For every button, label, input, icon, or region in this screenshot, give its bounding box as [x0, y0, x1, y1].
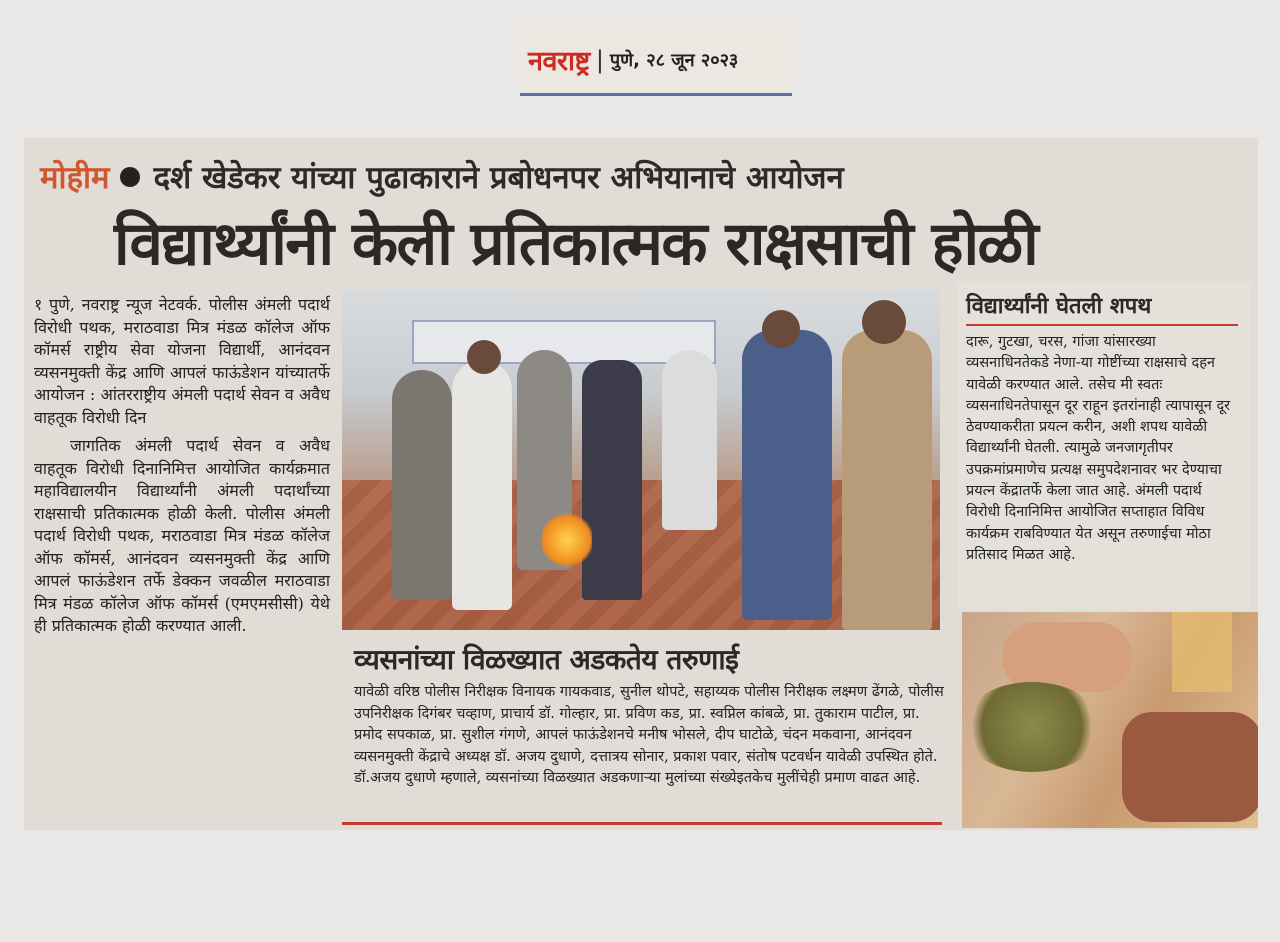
- photo-person: [392, 370, 452, 600]
- bullet-dot-icon: [120, 167, 140, 187]
- left-column: [34, 294, 330, 644]
- drugs-photo: [962, 612, 1258, 828]
- section-subhead: व्यसनांच्या विळख्यात अडकतेय तरुणाई: [354, 643, 739, 676]
- masthead-separator: |: [595, 45, 604, 74]
- photo-head: [467, 340, 501, 374]
- body-paragraph: जागतिक अंमली पदार्थ सेवन व अवैध वाहतूक विरोधी दिनानिमित्त आयोजित कार्यक्रमात महाविद्यालयीन विद्यार्थ्यांनी अंमली पदार्थांच्या राक्षसाची प्रतिकात्मक होळी केली. पोलीस अंमली पदार्थ विरोधी पथक, मराठवाडा मित्र मंडळ कॉलेज ऑफ कॉमर्स, आनंदवन व्यसनमुक्ती केंद्र आणि आपलं फाऊंडेशन तर्फे डेक्कन जवळील मराठवाडा मित्र मंडळ कॉलेज ऑफ कॉमर्स (एमएमसीसी) येथे ही प्रतिकात्मक होळी करण्यात आली.: [34, 436, 330, 635]
- photo-bottle: [1172, 612, 1232, 692]
- police-officer: [842, 330, 932, 630]
- photo-head: [862, 300, 906, 344]
- middle-column: [354, 682, 952, 790]
- kicker-tag: मोहीम: [40, 160, 110, 196]
- sidebar-box: [958, 282, 1250, 610]
- divider-rule: [342, 822, 942, 825]
- edition-date: पुणे, २८ जून २०२३: [609, 49, 739, 71]
- kicker-line: [40, 156, 844, 198]
- fire-icon: [542, 510, 592, 570]
- dateline-paragraph: १ पुणे, नवराष्ट्र न्यूज नेटवर्क. पोलीस अंमली पदार्थ विरोधी पथक, मराठवाडा मित्र मंडळ कॉलेज ऑफ कॉमर्स राष्ट्रीय सेवा योजना विद्यार्थी, आनंदवन व्यसनमुक्ती केंद्र आणि आपलं फाऊंडेशन यांच्यातर्फे आयोजन : आंतरराष्ट्रीय अंमली पदार्थ सेवन व अवैध वाहतूक विरोधी दिन: [34, 295, 330, 427]
- middle-paragraph: यावेळी वरिष्ठ पोलीस निरीक्षक विनायक गायकवाड, सुनील थोपटे, सहाय्यक पोलीस निरीक्षक लक्ष्मण ढेंगळे, पोलीस उपनिरीक्षक दिगंबर चव्हाण, प्राचार्य डॉ. गोल्हार, प्रा. प्रविण कड, प्रा. स्वप्निल कांबळे, प्रा. तुकाराम पाटील, प्रा. प्रमोद सपकाळ, प्रा. सुशील गंगणे, आपलं फाऊंडेशनचे मनीष भोसले, दीप घाटोळे, चंदन मकवाना, आनंदवन व्यसनमुक्ती केंद्राचे अध्यक्ष डॉ. अजय दुधाणे, दत्तात्रय सोनार, प्रकाश पवार, संतोष पटवर्धन यावेळी उपस्थित होते. डॉ.अजय दुधाणे म्हणाले, व्यसनांच्या विळख्यात अडकणाऱ्या मुलांच्या संख्येइतकेच मुलींचेही प्रमाण वाढत आहे.: [354, 684, 944, 786]
- event-photo: [342, 290, 940, 630]
- newspaper-brand: नवराष्ट्र: [528, 46, 590, 77]
- newspaper-clipping: [24, 138, 1258, 830]
- sidebar-text: [966, 332, 1240, 566]
- newspaper-masthead: [520, 26, 792, 96]
- photo-arm: [1122, 712, 1258, 822]
- kicker-text: दर्श खेडेकर यांच्या पुढाकाराने प्रबोधनपर अभियानाचे आयोजन: [153, 160, 844, 196]
- photo-head: [762, 310, 800, 348]
- photo-leaves: [962, 682, 1102, 772]
- sidebar-paragraph: दारू, गुटखा, चरस, गांजा यांसारख्या व्यसनाधिनतेकडे नेणा-या गोष्टींच्या राक्षसाचे दहन यावेळी करण्यात आले. तसेच मी स्वतः व्यसनाधिनतेपासून दूर राहून इतरांनाही त्यापासून दूर ठेवण्याकरीता प्रयत्न करीन, अशी शपथ यावेळी विद्यार्थ्यांनी घेतली. त्यामुळे जनजागृतीपर उपक्रमांप्रमाणेच प्रत्यक्ष समुपदेशनावर भर देण्याचा प्रयत्न केंद्रातर्फे केला जात आहे. अंमली पदार्थ विरोधी दिनानिमित्त आयोजित सप्ताहात विविध कार्यक्रम राबविण्यात येत असून तरुणाईचा मोठा प्रतिसाद मिळत आहे.: [966, 334, 1231, 563]
- article-headline: विद्यार्थ्यांनी केली प्रतिकात्मक राक्षसाची होळी: [114, 209, 1038, 279]
- sidebar-title: विद्यार्थ्यांनी घेतली शपथ: [966, 290, 1238, 326]
- photo-person: [662, 350, 717, 530]
- photo-person: [452, 360, 512, 610]
- photo-person: [742, 330, 832, 620]
